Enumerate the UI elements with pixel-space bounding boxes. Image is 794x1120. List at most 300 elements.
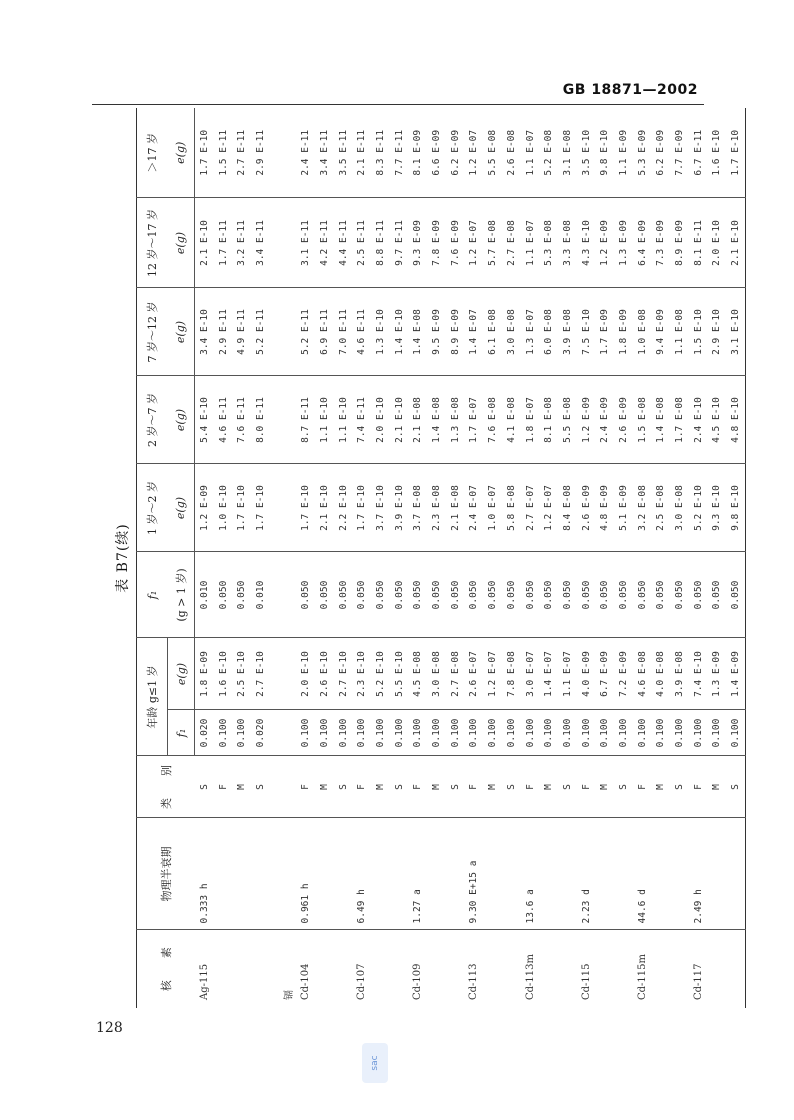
cell-f1: 0.100 [670,710,689,756]
cell-f1: 0.100 [390,710,409,756]
cell-e-7-12: 5.2 E-11 [296,288,315,376]
cell-e-1-2: 4.8 E-09 [595,464,614,552]
cell-f1-gt1: 0.050 [446,552,465,638]
cell-f1-gt1: 0.010 [251,552,270,638]
cell-f1-gt1: 0.050 [315,552,334,638]
cell-e-gt17: 3.5 E-11 [337,129,349,176]
table-row [427,108,446,1008]
cell-half-life: 0.333 h [195,818,214,930]
cell-e-2-7: 1.4 E-08 [427,376,446,464]
cell-e-le1: 2.6 E-10 [315,638,334,710]
cell-e-le1: 1.4 E-07 [539,638,558,710]
cell-f1-gt1: 0.050 [483,552,502,638]
cell-f1: 0.100 [483,710,502,756]
cell-e-le1: 1.2 E-07 [483,638,502,710]
cell-e-12-17: 2.1 E-10 [726,198,745,288]
cell-e-gt17: 3.4 E-11 [318,129,330,176]
cell-type: F [521,756,540,818]
cell-e-le1: 2.6 E-07 [465,638,484,710]
header-age-2-7: 2 岁～7 岁 [137,376,168,464]
cell-f1-gt1: 0.050 [558,552,577,638]
cell-f1-gt1: 0.050 [726,552,745,638]
cell-e-7-12: 6.0 E-08 [539,288,558,376]
cell-nuclide [614,930,633,1008]
cell-nuclide [652,930,671,1008]
cell-e-12-17: 1.3 E-09 [614,198,633,288]
cell-type: F [689,756,708,818]
cell-e-gt17: 1.7 E-10 [730,129,742,176]
cell-e-2-7: 1.5 E-08 [633,376,652,464]
cell-e-7-12: 4.6 E-11 [353,288,372,376]
table-row [315,108,334,1008]
header-age-1-2: 1 岁～2 岁 [137,464,168,552]
cell-e-le1: 3.0 E-07 [521,638,540,710]
cell-e-7-12: 1.3 E-10 [371,288,390,376]
cell-e-1-2: 2.7 E-07 [521,464,540,552]
table-row [708,108,727,1008]
cell-f1-gt1: 0.050 [652,552,671,638]
cell-e-2-7: 1.1 E-10 [334,376,353,464]
cell-e-2-7: 1.7 E-07 [465,376,484,464]
cell-nuclide [670,930,689,1008]
cell-e-gt17: 5.3 E-09 [636,129,648,176]
cell-nuclide: Cd-113m [521,930,540,1008]
cell-f1-gt1: 0.050 [502,552,521,638]
cell-e-gt17: 8.1 E-09 [412,129,424,176]
cell-e-le1: 1.1 E-07 [558,638,577,710]
cell-e-1-2: 2.1 E-08 [446,464,465,552]
cell-e-le1: 5.5 E-10 [390,638,409,710]
cell-f1: 0.100 [558,710,577,756]
cell-half-life [232,818,251,930]
cell-e-le1: 2.7 E-10 [334,638,353,710]
cell-e-2-7: 4.1 E-08 [502,376,521,464]
cell-type: F [633,756,652,818]
cell-e-le1: 3.9 E-08 [670,638,689,710]
cell-e-1-2: 2.5 E-08 [652,464,671,552]
cell-f1-gt1: 0.050 [595,552,614,638]
cell-type: S [502,756,521,818]
table-row [539,108,558,1008]
cell-e-12-17: 5.3 E-08 [539,198,558,288]
cell-e-1-2: 2.3 E-08 [427,464,446,552]
header-f1-gt1-label: f₁ [145,590,159,600]
cell-type: S [334,756,353,818]
cell-half-life [614,818,633,930]
cell-e-le1: 4.6 E-08 [633,638,652,710]
cell-half-life [558,818,577,930]
cell-e-12-17: 1.2 E-09 [595,198,614,288]
cell-e-12-17: 3.4 E-11 [251,198,270,288]
cell-nuclide [595,930,614,1008]
cell-e-12-17: 6.4 E-09 [633,198,652,288]
header-rule [92,104,704,105]
cell-type: F [353,756,372,818]
cell-type: S [195,756,214,818]
cell-f1-gt1: 0.050 [409,552,428,638]
cell-e-2-7: 8.1 E-08 [539,376,558,464]
cell-e-7-12: 1.1 E-08 [670,288,689,376]
cell-nuclide: Cd-113 [465,930,484,1008]
cell-nuclide [427,930,446,1008]
cell-e-7-12: 3.1 E-10 [726,288,745,376]
cell-f1: 0.100 [521,710,540,756]
cell-e-7-12: 1.3 E-07 [521,288,540,376]
cell-e-7-12: 1.8 E-09 [614,288,633,376]
table-row [689,108,708,1008]
cell-e-7-12: 1.5 E-10 [689,288,708,376]
cell-e-2-7: 5.4 E-10 [195,376,214,464]
cell-e-gt17: 7.7 E-11 [393,129,405,176]
cell-f1-gt1: 0.050 [214,552,233,638]
cell-half-life: 13.6 a [521,818,540,930]
cell-e-le1: 2.5 E-10 [232,638,251,710]
cell-e-le1: 6.7 E-09 [595,638,614,710]
cell-e-12-17: 1.7 E-11 [214,198,233,288]
cell-nuclide [726,930,745,1008]
cell-f1: 0.100 [726,710,745,756]
cell-e-2-7: 1.1 E-10 [315,376,334,464]
cell-e-1-2: 2.4 E-07 [465,464,484,552]
cell-half-life [334,818,353,930]
cell-type: F [214,756,233,818]
cell-f1: 0.100 [465,710,484,756]
table-row [465,108,484,1008]
header-half-life: 物理半衰期 [137,818,195,930]
cell-e-le1: 1.8 E-09 [195,638,214,710]
cell-e-7-12: 5.2 E-11 [251,288,270,376]
cell-e-1-2: 1.7 E-10 [296,464,315,552]
cell-f1-gt1: 0.050 [390,552,409,638]
cell-e-7-12: 1.0 E-08 [633,288,652,376]
cell-e-1-2: 9.3 E-10 [708,464,727,552]
cell-e-7-12: 1.4 E-10 [390,288,409,376]
cell-type: F [465,756,484,818]
cell-e-12-17: 8.8 E-11 [371,198,390,288]
cell-half-life: 6.49 h [353,818,372,930]
header-e-gt17 [168,108,195,198]
cell-e-gt17: 5.2 E-08 [543,129,555,176]
cell-e-gt17: 3.1 E-08 [561,129,573,176]
cell-e-1-2: 3.2 E-08 [633,464,652,552]
cell-e-7-12: 7.5 E-10 [577,288,596,376]
table-row [633,108,652,1008]
cell-e-le1: 7.8 E-08 [502,638,521,710]
table-row [670,108,689,1008]
cell-e-1-2: 5.8 E-08 [502,464,521,552]
header-age-gt17: ＞17 岁 [146,133,160,173]
cell-e-7-12: 4.9 E-11 [232,288,251,376]
cell-f1: 0.100 [409,710,428,756]
element-group-row [278,108,297,1008]
cell-f1: 0.100 [353,710,372,756]
cell-f1: 0.100 [371,710,390,756]
cell-e-7-12: 7.0 E-11 [334,288,353,376]
cell-f1: 0.100 [595,710,614,756]
table-row [251,108,270,1008]
element-group-label: 镉 [278,930,297,1008]
cell-nuclide: Cd-104 [296,930,315,1008]
table-row [502,108,521,1008]
cell-e-2-7: 7.6 E-08 [483,376,502,464]
cell-e-gt17: 1.7 E-10 [198,129,210,176]
cell-e-2-7: 4.6 E-11 [214,376,233,464]
cell-e-12-17: 7.6 E-09 [446,198,465,288]
cell-f1: 0.100 [614,710,633,756]
cell-e-gt17: 2.7 E-11 [236,129,248,176]
table-body-silver [195,108,270,1008]
cell-nuclide [371,930,390,1008]
cell-half-life [502,818,521,930]
sac-watermark: sac [362,1043,388,1083]
cell-f1: 0.100 [214,710,233,756]
cell-e-1-2: 5.1 E-09 [614,464,633,552]
cell-e-7-12: 2.9 E-11 [214,288,233,376]
cell-e-gt17: 7.7 E-09 [674,129,686,176]
cell-e-2-7: 7.4 E-11 [353,376,372,464]
cell-e-1-2: 1.2 E-09 [195,464,214,552]
cell-e-le1: 2.7 E-10 [251,638,270,710]
cell-half-life [539,818,558,930]
cell-type: S [558,756,577,818]
cell-nuclide [232,930,251,1008]
cell-f1-gt1: 0.050 [689,552,708,638]
table-row [390,108,409,1008]
cell-f1: 0.020 [195,710,214,756]
cell-e-gt17: 6.6 E-09 [431,129,443,176]
cell-nuclide [214,930,233,1008]
cell-type: S [614,756,633,818]
cell-f1: 0.100 [689,710,708,756]
cell-e-1-2: 5.2 E-10 [689,464,708,552]
cell-half-life [315,818,334,930]
cell-half-life [708,818,727,930]
cell-f1: 0.100 [708,710,727,756]
header-e-1-2 [168,464,195,552]
cell-e-gt17: 2.9 E-11 [254,129,266,176]
cell-nuclide [315,930,334,1008]
cell-half-life: 2.23 d [577,818,596,930]
cell-nuclide: Ag-115 [195,930,214,1008]
page-number: 128 [96,1020,123,1036]
header-e-7-12-label: e(g) [174,320,188,344]
cell-e-12-17: 8.9 E-09 [670,198,689,288]
cell-e-7-12: 1.7 E-09 [595,288,614,376]
standard-number: GB 18871—2002 [562,82,698,98]
cell-e-2-7: 7.6 E-11 [232,376,251,464]
cell-e-gt17: 1.1 E-07 [524,129,536,176]
header-e-7-12 [168,288,195,376]
cell-e-12-17: 9.7 E-11 [390,198,409,288]
table-row [214,108,233,1008]
cell-half-life [483,818,502,930]
cell-e-12-17: 3.3 E-08 [558,198,577,288]
rotated-table-wrapper [112,108,742,1008]
cell-half-life [446,818,465,930]
cell-e-gt17: 1.1 E-09 [617,129,629,176]
cell-half-life: 0.961 h [296,818,315,930]
cell-e-le1: 1.3 E-09 [708,638,727,710]
header-age-le1: 年龄 g≤1 岁 [137,638,168,756]
cell-e-2-7: 1.3 E-08 [446,376,465,464]
cell-f1: 0.100 [315,710,334,756]
cell-e-gt17: 2.6 E-08 [505,129,517,176]
cell-e-12-17: 5.7 E-08 [483,198,502,288]
cell-nuclide: Cd-115 [577,930,596,1008]
header-e-le1 [168,638,195,710]
cell-e-gt17: 1.6 E-10 [711,129,723,176]
cell-e-1-2: 1.7 E-10 [353,464,372,552]
cell-type: M [708,756,727,818]
header-nuclide: 核 素 [137,930,195,1008]
cell-e-7-12: 8.9 E-09 [446,288,465,376]
cell-f1-gt1: 0.050 [539,552,558,638]
cell-half-life: 1.27 a [409,818,428,930]
dose-coefficient-table [136,108,746,1008]
cell-half-life [214,818,233,930]
cell-type: S [446,756,465,818]
cell-f1: 0.100 [652,710,671,756]
header-f1-label: f₁ [174,728,188,738]
cell-type: S [670,756,689,818]
header-e-gt17-label: e(g) [174,141,188,164]
cell-e-2-7: 8.7 E-11 [296,376,315,464]
cell-half-life [390,818,409,930]
cell-nuclide [539,930,558,1008]
cell-f1-gt1: 0.050 [521,552,540,638]
cell-e-2-7: 2.0 E-10 [371,376,390,464]
cell-type: S [251,756,270,818]
cell-e-2-7: 1.2 E-09 [577,376,596,464]
cell-e-gt17: 8.3 E-11 [375,129,387,176]
cell-nuclide [251,930,270,1008]
cell-e-gt17: 2.4 E-11 [300,129,312,176]
table-spacer-row [270,108,278,1008]
cell-e-2-7: 2.4 E-10 [689,376,708,464]
cell-nuclide [334,930,353,1008]
cell-e-12-17: 2.1 E-10 [195,198,214,288]
cell-type: F [577,756,596,818]
cell-e-gt17: 1.5 E-11 [217,129,229,176]
cell-nuclide [502,930,521,1008]
cell-e-gt17: 6.7 E-11 [692,129,704,176]
cell-e-2-7: 1.7 E-08 [670,376,689,464]
cell-e-gt17: 5.5 E-08 [487,129,499,176]
cell-e-2-7: 2.4 E-09 [595,376,614,464]
cell-e-2-7: 4.5 E-10 [708,376,727,464]
cell-type: M [539,756,558,818]
cell-e-le1: 3.0 E-08 [427,638,446,710]
cell-e-gt17: 9.8 E-10 [599,129,611,176]
cell-e-1-2: 1.0 E-07 [483,464,502,552]
cell-e-12-17: 2.0 E-10 [708,198,727,288]
table-row [334,108,353,1008]
cell-e-1-2: 3.9 E-10 [390,464,409,552]
header-f1-gt1 [137,552,168,638]
cell-half-life [726,818,745,930]
table-row [353,108,372,1008]
cell-e-le1: 5.2 E-10 [371,638,390,710]
cell-nuclide [483,930,502,1008]
cell-e-1-2: 3.7 E-08 [409,464,428,552]
header-f1 [168,710,195,756]
cell-e-12-17: 3.1 E-11 [296,198,315,288]
table-body-cadmium [296,108,745,1008]
cell-f1-gt1: 0.050 [353,552,372,638]
cell-nuclide [390,930,409,1008]
cell-e-2-7: 2.1 E-10 [390,376,409,464]
cell-type: M [232,756,251,818]
cell-half-life [670,818,689,930]
cell-e-12-17: 7.8 E-09 [427,198,446,288]
cell-e-le1: 7.2 E-09 [614,638,633,710]
cell-e-le1: 1.4 E-09 [726,638,745,710]
cell-f1: 0.100 [232,710,251,756]
cell-e-1-2: 2.2 E-10 [334,464,353,552]
cell-f1: 0.020 [251,710,270,756]
cell-e-7-12: 9.4 E-09 [652,288,671,376]
table-row [371,108,390,1008]
table-row [521,108,540,1008]
cell-f1-gt1: 0.010 [195,552,214,638]
cell-e-7-12: 3.9 E-08 [558,288,577,376]
cell-e-12-17: 1.1 E-07 [521,198,540,288]
cell-e-le1: 7.4 E-10 [689,638,708,710]
cell-f1-gt1: 0.050 [614,552,633,638]
header-age-7-12: 7 岁～12 岁 [137,288,168,376]
cell-e-7-12: 3.0 E-08 [502,288,521,376]
cell-e-1-2: 2.1 E-10 [315,464,334,552]
header-e-2-7-label: e(g) [174,408,188,432]
table-title: 表 B7(续) [115,523,131,593]
cell-type: S [390,756,409,818]
cell-e-gt17: 6.2 E-09 [449,129,461,176]
cell-e-2-7: 5.5 E-08 [558,376,577,464]
table-row [232,108,251,1008]
cell-half-life: 44.6 d [633,818,652,930]
header-e-le1-label: e(g) [174,662,188,686]
cell-e-1-2: 1.0 E-10 [214,464,233,552]
cell-e-12-17: 4.3 E-10 [577,198,596,288]
cell-e-le1: 2.0 E-10 [296,638,315,710]
cell-type: M [315,756,334,818]
cell-type: M [483,756,502,818]
cell-e-12-17: 4.2 E-11 [315,198,334,288]
cell-f1-gt1: 0.050 [465,552,484,638]
table-row [614,108,633,1008]
cell-e-1-2: 9.8 E-10 [726,464,745,552]
cell-e-7-12: 6.9 E-11 [315,288,334,376]
cell-f1: 0.100 [296,710,315,756]
cell-e-1-2: 1.2 E-07 [539,464,558,552]
cell-f1: 0.100 [633,710,652,756]
cell-e-le1: 1.6 E-10 [214,638,233,710]
cell-f1-gt1: 0.050 [670,552,689,638]
cell-f1-gt1: 0.050 [708,552,727,638]
cell-e-7-12: 2.9 E-10 [708,288,727,376]
cell-e-1-2: 8.4 E-08 [558,464,577,552]
header-f1-condition: (g > 1 岁) [168,552,195,638]
table-body-group [270,108,297,1008]
cell-nuclide: Cd-107 [353,930,372,1008]
cell-type: M [371,756,390,818]
cell-e-1-2: 1.7 E-10 [232,464,251,552]
cell-e-2-7: 1.8 E-07 [521,376,540,464]
cell-e-7-12: 9.5 E-09 [427,288,446,376]
cell-e-gt17: 1.2 E-07 [468,129,480,176]
cell-f1: 0.100 [427,710,446,756]
cell-f1-gt1: 0.050 [232,552,251,638]
